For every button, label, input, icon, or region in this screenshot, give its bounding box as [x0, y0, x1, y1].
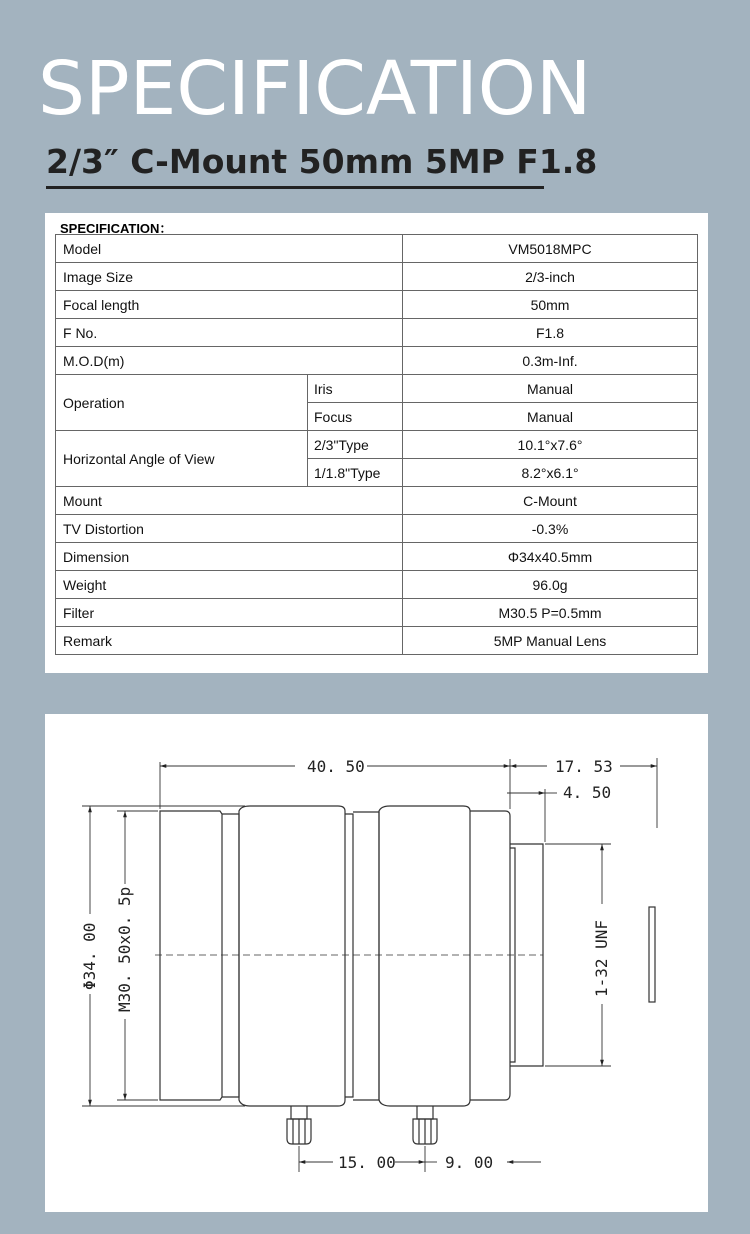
lens-body — [155, 806, 543, 1106]
page-title: SPECIFICATION — [38, 46, 592, 132]
table-row — [56, 599, 698, 627]
table-row — [56, 431, 698, 459]
spec-label: Mount — [56, 487, 403, 515]
spec-caption: SPECIFICATION： — [60, 221, 173, 236]
spec-value: -0.3% — [403, 515, 698, 543]
subtitle-underline — [46, 186, 544, 189]
dim-mount-thread-label: 1-32 UNF — [592, 919, 611, 997]
specification-panel — [45, 213, 708, 673]
dimension-drawing-panel — [45, 714, 708, 1212]
table-row — [56, 263, 698, 291]
table-row — [56, 375, 698, 403]
sensor-plane — [649, 907, 655, 1002]
spec-value: 96.0g — [403, 571, 698, 599]
spec-value: 2/3-inch — [403, 263, 698, 291]
dim-back-focus-label: 17. 53 — [555, 757, 613, 776]
spec-table — [55, 234, 698, 655]
spec-label: Horizontal Angle of View — [56, 431, 308, 487]
product-subtitle: 2/3″ C-Mount 50mm 5MP F1.8 — [46, 142, 598, 181]
spec-value: F1.8 — [403, 319, 698, 347]
spec-label: Remark — [56, 627, 403, 655]
spec-sublabel: 1/1.8"Type — [308, 459, 403, 487]
spec-label: TV Distortion — [56, 515, 403, 543]
spec-value: 8.2°x6.1° — [403, 459, 698, 487]
spec-label: Weight — [56, 571, 403, 599]
spec-value: Manual — [403, 403, 698, 431]
spec-value: 50mm — [403, 291, 698, 319]
iris-screw — [287, 1106, 311, 1144]
focus-screw — [413, 1106, 437, 1144]
spec-value: VM5018MPC — [403, 235, 698, 263]
spec-sublabel: Iris — [308, 375, 403, 403]
dim-length-label: 40. 50 — [307, 757, 365, 776]
table-row — [56, 543, 698, 571]
spec-value: C-Mount — [403, 487, 698, 515]
spec-value: 0.3m-Inf. — [403, 347, 698, 375]
spec-value: 10.1°x7.6° — [403, 431, 698, 459]
spec-label: Filter — [56, 599, 403, 627]
table-row — [56, 347, 698, 375]
dim-filter-thread-label: M30. 50x0. 5p — [115, 886, 134, 1012]
spec-value: Φ34x40.5mm — [403, 543, 698, 571]
table-row — [56, 319, 698, 347]
spec-value: M30.5 P=0.5mm — [403, 599, 698, 627]
spec-value: Manual — [403, 375, 698, 403]
spec-label: Operation — [56, 375, 308, 431]
dimension-lines — [90, 766, 657, 1162]
spec-label: F No. — [56, 319, 403, 347]
table-row — [56, 487, 698, 515]
spec-label: M.O.D(m) — [56, 347, 403, 375]
table-row — [56, 627, 698, 655]
dim-ring-spacing-label: 15. 00 — [338, 1153, 396, 1172]
spec-value: 5MP Manual Lens — [403, 627, 698, 655]
table-row — [56, 515, 698, 543]
spec-label: Model — [56, 235, 403, 263]
spec-label: Focal length — [56, 291, 403, 319]
dim-flange-label: 4. 50 — [563, 783, 612, 802]
dim-diameter-label: Φ34. 00 — [80, 922, 99, 990]
table-row — [56, 235, 698, 263]
spec-label: Dimension — [56, 543, 403, 571]
extension-lines — [82, 758, 657, 1172]
dim-ring-offset-label: 9. 00 — [445, 1153, 494, 1172]
table-row — [56, 571, 698, 599]
lens-dimension-drawing — [45, 714, 708, 1212]
table-row — [56, 291, 698, 319]
spec-label: Image Size — [56, 263, 403, 291]
spec-sublabel: 2/3"Type — [308, 431, 403, 459]
spec-sublabel: Focus — [308, 403, 403, 431]
